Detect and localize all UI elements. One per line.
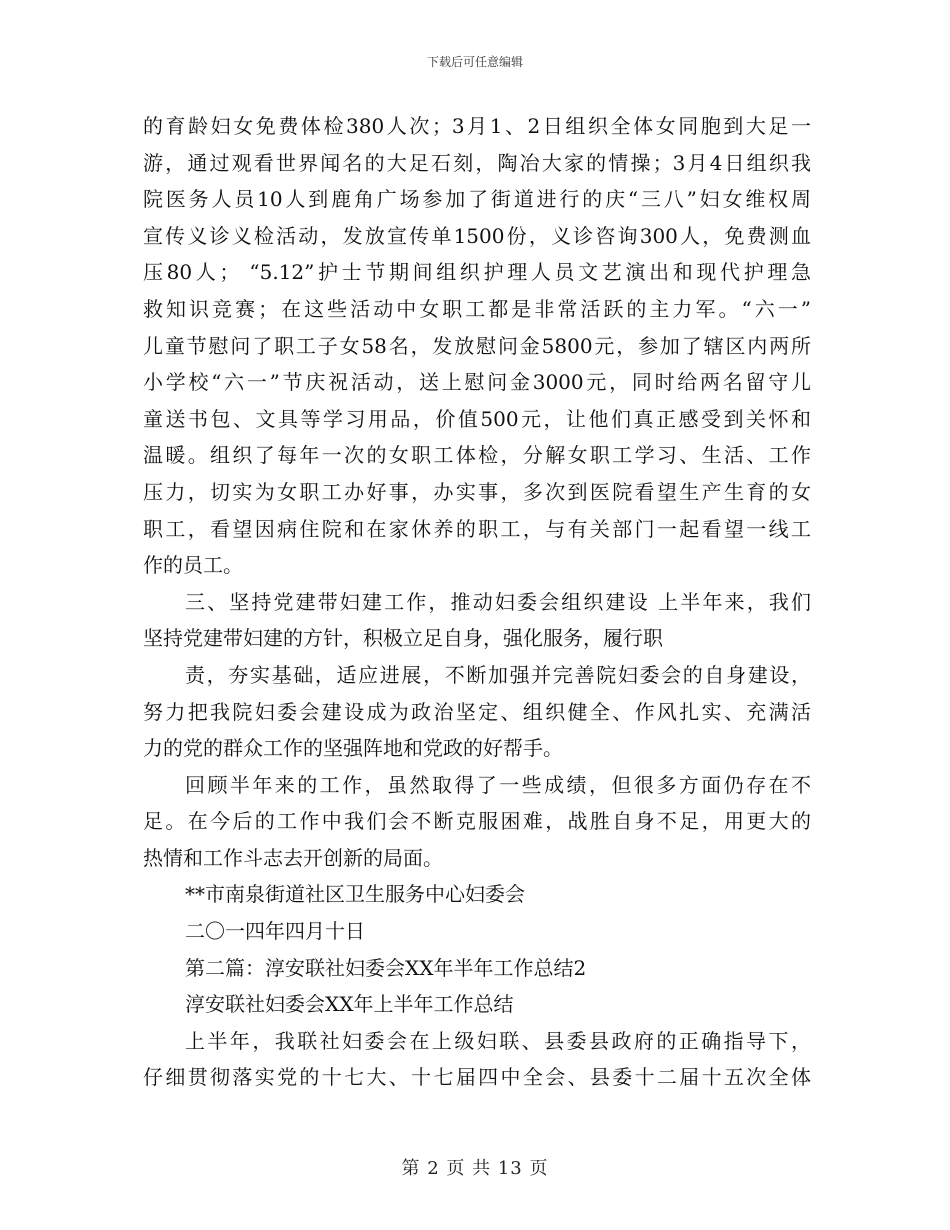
text-line: 回顾半年来的工作，虽然取得了一些成绩，但很多方面仍存在不	[185, 772, 811, 797]
text-line: 游，通过观看世界闻名的大足石刻，陶冶大家的情操；3月4日组织我	[143, 150, 811, 175]
text-line: 的育龄妇女免费体检380人次；3月1、2日组织全体女同胞到大足一	[143, 114, 811, 138]
text-line: 第二篇：淳安联社妇委会XX年半年工作总结2	[185, 955, 587, 980]
text-line: 三、坚持党建带妇建工作，推动妇委会组织建设 上半年来，我们	[185, 589, 811, 614]
text-line: 二〇一四年四月十日	[185, 919, 365, 944]
text-line: 努力把我院妇委会建设成为政治坚定、组织健全、作风扎实、充满活	[143, 699, 811, 724]
text-line: 压力，切实为女职工办好事，办实事，多次到医院看望生产生育的女	[143, 479, 811, 504]
text-line: 坚持党建带妇建的方针，积极立足自身，强化服务，履行职	[143, 626, 663, 651]
text-line: 童送书包、文具等学习用品，价值500元，让他们真正感受到关怀和	[143, 406, 811, 431]
text-line: 温暖。组织了每年一次的女职工体检，分解女职工学习、生活、工作	[143, 443, 811, 468]
text-line: 上半年，我联社妇委会在上级妇联、县委县政府的正确指导下，	[185, 1028, 811, 1053]
page-header: 下载后可任意编辑	[426, 55, 523, 69]
text-line: 压80人； “5.12”护士节期间组织护理人员文艺演出和现代护理急	[143, 260, 811, 285]
text-line: 宣传义诊义检活动，发放宣传单1500份，义诊咨询300人，免费测血	[143, 223, 811, 248]
text-line: 力的党的群众工作的坚强阵地和党政的好帮手。	[143, 736, 563, 761]
document-body	[143, 108, 811, 1096]
text-line: 责，夯实基础，适应进展，不断加强并完善院妇委会的自身建设，	[185, 662, 811, 687]
text-line: 救知识竞赛；在这些活动中女职工都是非常活跃的主力军。“六一”	[143, 296, 811, 321]
text-line: 儿童节慰问了职工子女58名，发放慰问金5800元，参加了辖区内两所	[143, 333, 811, 358]
text-line: 淳安联社妇委会XX年上半年工作总结	[185, 992, 514, 1017]
text-line: 热情和工作斗志去开创新的局面。	[143, 845, 443, 870]
text-line: 作的员工。	[143, 553, 243, 578]
text-line: 仔细贯彻落实党的十七大、十七届四中全会、县委十二届十五次全体	[143, 1065, 811, 1090]
text-line: 院医务人员10人到鹿角广场参加了街道进行的庆“三八”妇女维权周	[143, 187, 811, 212]
text-line: 足。在今后的工作中我们会不断克服困难，战胜自身不足，用更大的	[143, 809, 811, 834]
text-line: 小学校“六一”节庆祝活动，送上慰问金3000元，同时给两名留守儿	[143, 370, 811, 395]
text-line: **市南泉街道社区卫生服务中心妇委会	[185, 882, 525, 907]
page-footer: 第 2 页 共 13 页	[401, 1158, 549, 1179]
text-line: 职工，看望因病住院和在家休养的职工，与有关部门一起看望一线工	[143, 516, 811, 541]
